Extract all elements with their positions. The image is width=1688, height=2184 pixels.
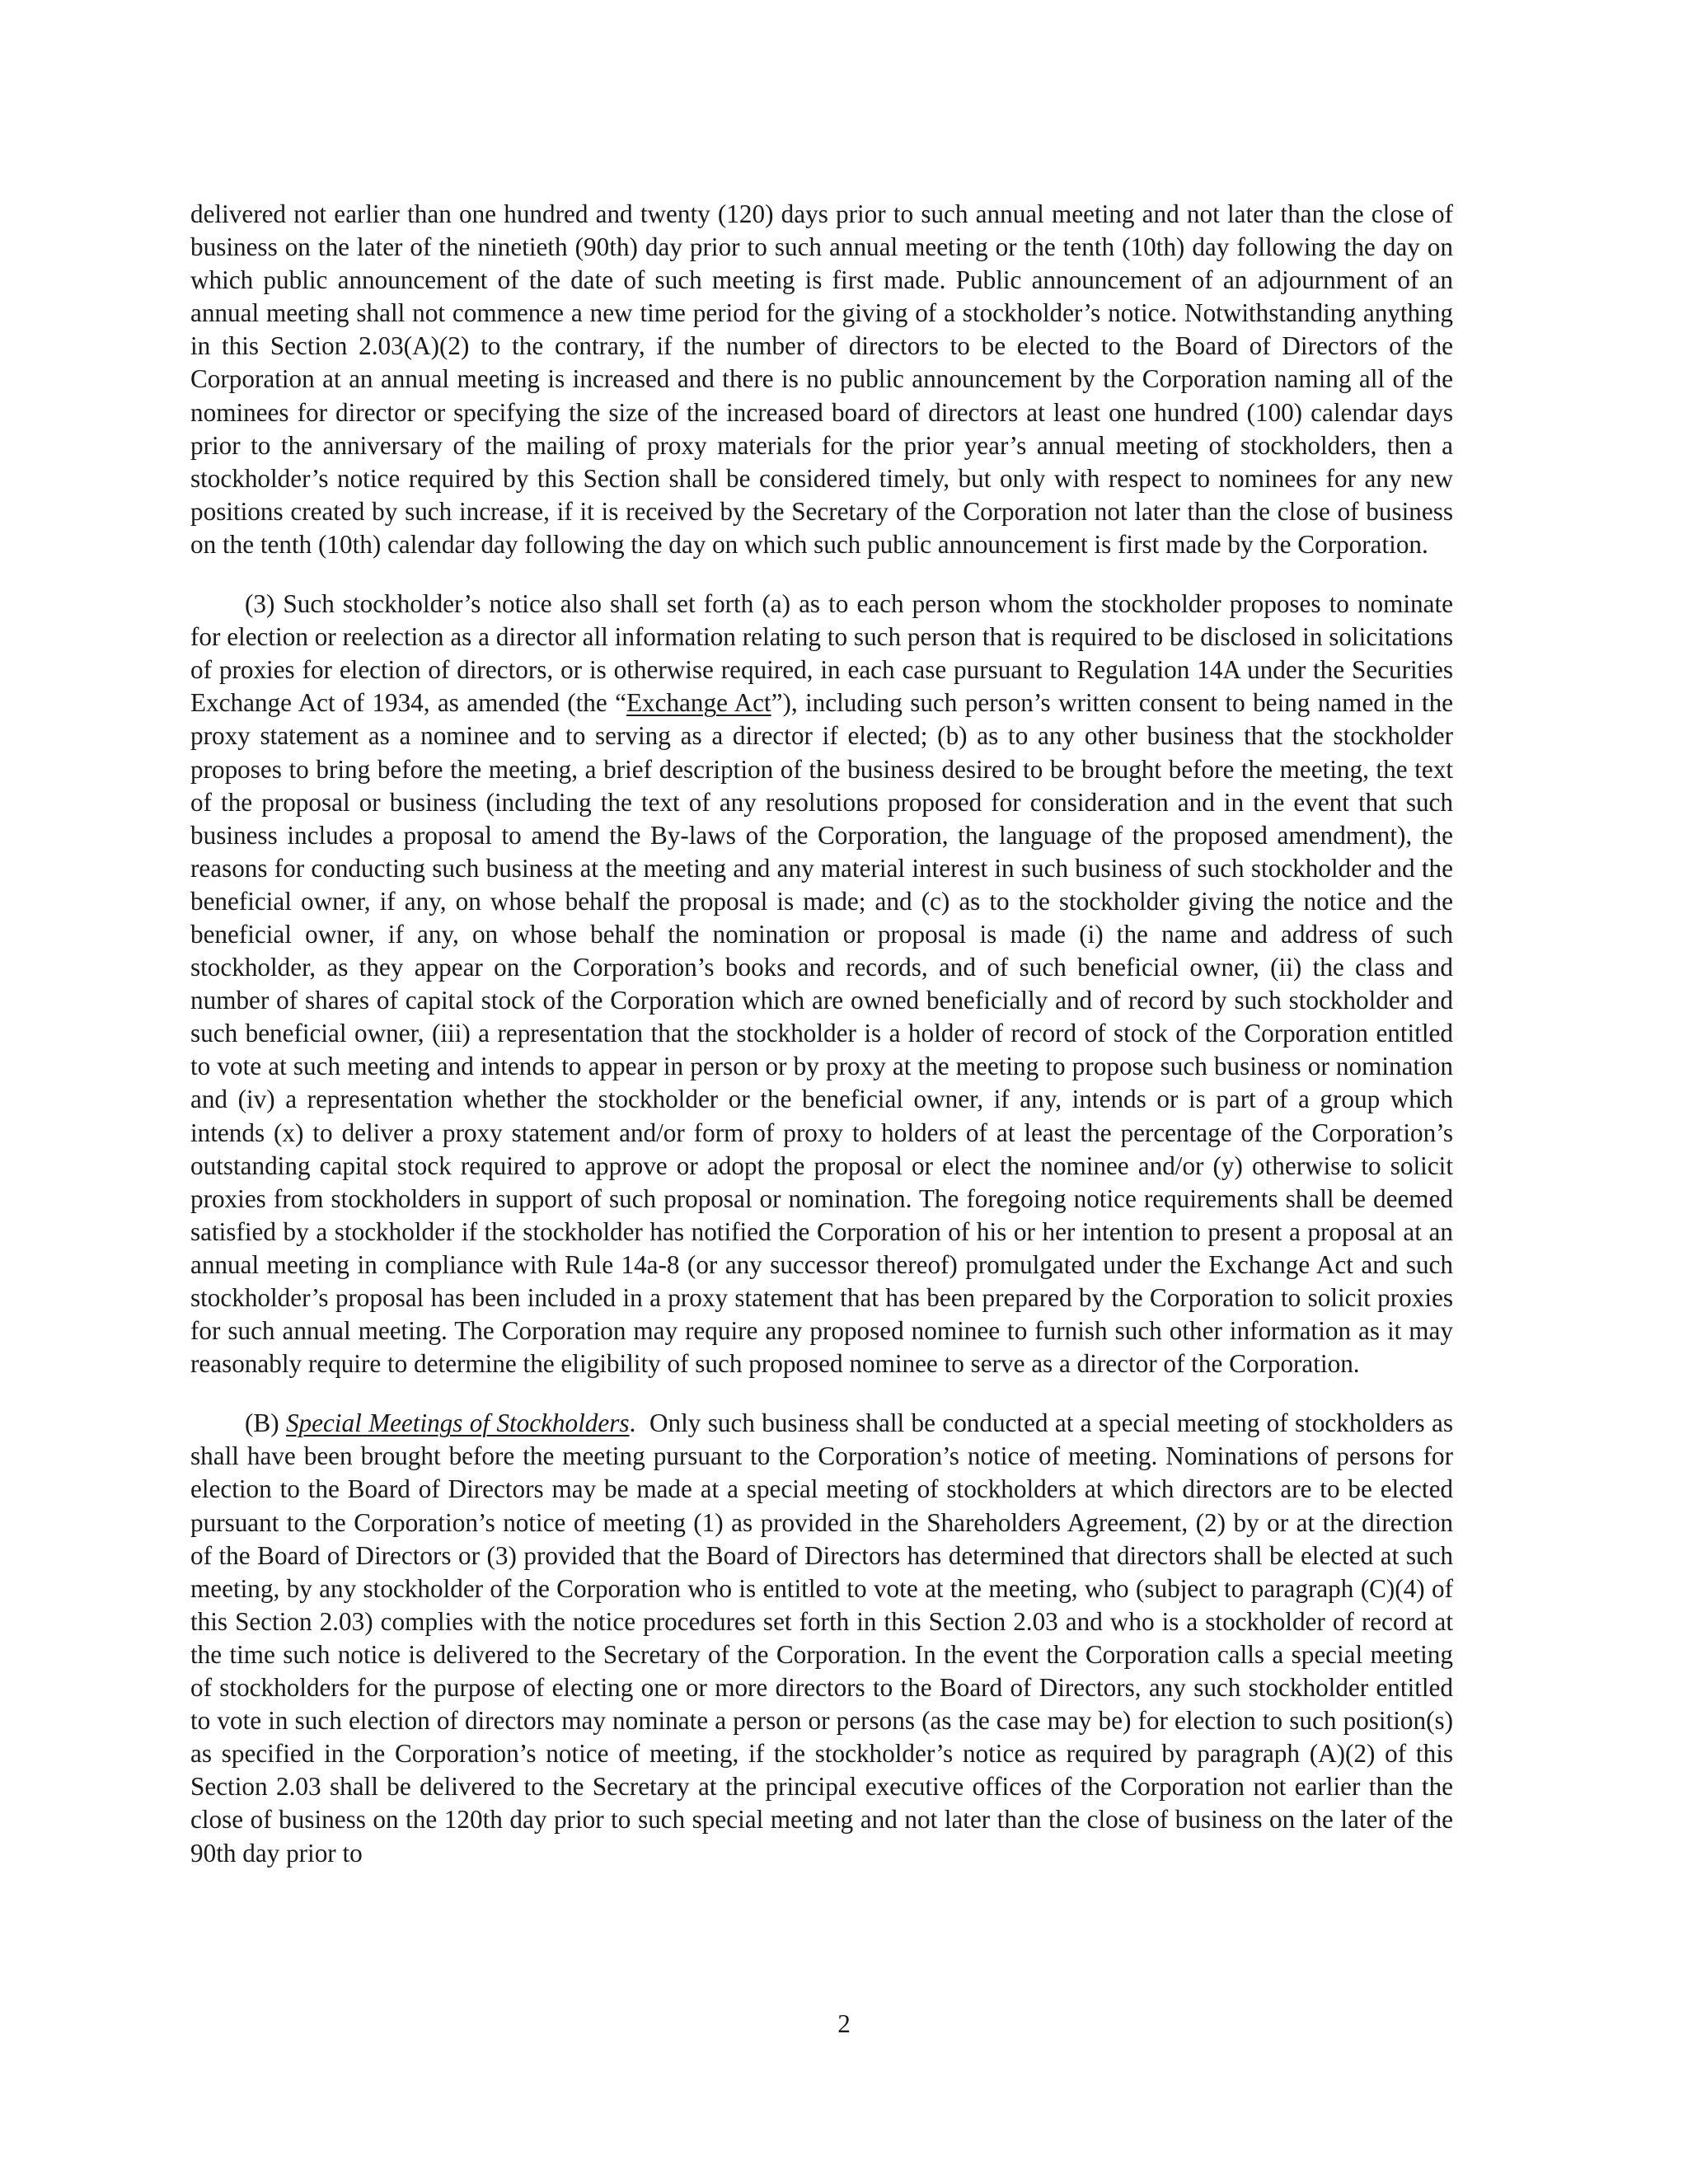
paragraph-text: ”), including such person’s written consent to being named in the proxy statement as a nominee and to serving as a director if elected; (b) as to any other business that the stockholder proposes to bring before the meeting, a brief description of the business desired to be brought before the meeting, the text of the proposal or business (including the text of any resolutions proposed for consideration and in the event that such business includes a proposal to amend the By-laws of the Corporation, the language of the proposed amendment), the reasons for conducting such business at the meeting and any material interest in such business of such stockholder and the beneficial owner, if any, on whose behalf the proposal is made; and (c) as to the stockholder giving the notice and the beneficial owner, if any, on whose behalf the nomination or proposal is made (i) the name and address of such stockholder, as they appear on the Corporation’s books and records, and of such beneficial owner, (ii) the class and number of shares of capital stock of the Corporation which are owned beneficially and of record by such stockholder and such beneficial owner, (iii) a representation that the stockholder is a holder of record of stock of the Corporation entitled to vote at such meeting and intends to appear in person or by proxy at the meeting to propose such business or nomination and (iv) a representation whether the stockholder or the beneficial owner, if any, intends or is part of a group which intends (x) to deliver a proxy statement and/or form of proxy to holders of at least the percentage of the Corporation’s outstanding capital stock required to approve or adopt the proposal or elect the nominee and/or (y) otherwise to solicit proxies from stockholders in support of such proposal or nomination. The foregoing notice requirements shall be deemed satisfied by a stockholder if the stockholder has notified the Corporation of his or her intention to present a proposal at an annual meeting in compliance with Rule 14a-8 (or any successor thereof) promulgated under the Exchange Act and such stockholder’s proposal has been included in a proxy statement that has been prepared by the Corporation to solicit proxies for such annual meeting. The Corporation may require any proposed nominee to furnish such other information as it may reasonably require to determine the eligibility of such proposed nominee to serve as a director of the Corporation. xyxy=(190,688,1454,1379)
paragraph-text: (3) Such stockholder’s notice also shall set forth (a) as to each person whom the stockholder proposes to nominate for election or reelection as a director all information relating to such person that is required to be disclosed in solicitations of proxies for election of directors, or is otherwise required, in each case pursuant to Regulation 14A under the Securities Exchange Act of 1934, as amended (the “ xyxy=(190,589,1453,718)
defined-term-exchange-act: Exchange Act xyxy=(626,688,771,718)
heading-period: . xyxy=(629,1408,636,1438)
paragraph-continuation: delivered not earlier than one hundred and twenty (120) days prior to such annual meeting and not later than the close of business on the later of the ninetieth (90th) day prior to such annual meeting or the tenth (10th) day following the day on which public announcement of the date of such meeting is first made. Public announcement of an adjournment of an annual meeting shall not commence a new time period for the giving of a stockholder’s notice. Notwithstanding anything in this Section 2.03(A)(2) to the contrary, if the number of directors to be elected to the Board of Directors of the Corporation at an annual meeting is increased and there is no public announcement by the Corporation naming all of the nominees for director or specifying the size of the increased board of directors at least one hundred (100) calendar days prior to the anniversary of the mailing of proxy materials for the prior year’s annual meeting of stockholders, then a stockholder’s notice required by this Section shall be considered timely, but only with respect to nominees for any new positions created by such increase, if it is received by the Secretary of the Corporation not later than the close of business on the tenth (10th) calendar day following the day on which such public announcement is first made by the Corporation. xyxy=(190,199,1453,559)
paragraph-3-notice-contents xyxy=(190,588,1453,1380)
paragraph-prefix: (B) xyxy=(245,1408,286,1438)
paragraph-text: Only such business shall be conducted at a special meeting of stockholders as shall have been brought before the meeting pursuant to the Corporation’s notice of meeting. Nominations of persons for election to the Board of Directors may be made at a special meeting of stockholders at which directors are to be elected pursuant to the Corporation’s notice of meeting (1) as provided in the Shareholders Agreement, (2) by or at the direction of the Board of Directors or (3) provided that the Board of Directors has determined that directors shall be elected at such meeting, by any stockholder of the Corporation who is entitled to vote at the meeting, who (subject to paragraph (C)(4) of this Section 2.03) complies with the notice procedures set forth in this Section 2.03 and who is a stockholder of record at the time such notice is delivered to the Secretary of the Corporation. In the event the Corporation calls a special meeting of stockholders for the purpose of electing one or more directors to the Board of Directors, any such stockholder entitled to vote in such election of directors may nominate a person or persons (as the case may be) for election to such position(s) as specified in the Corporation’s notice of meeting, if the stockholder’s notice as required by paragraph (A)(2) of this Section 2.03 shall be delivered to the Secretary at the principal executive offices of the Corporation not earlier than the close of business on the 120th day prior to such special meeting and not later than the close of business on the later of the 90th day prior to xyxy=(190,1408,1460,1868)
paragraph-b-special-meetings xyxy=(190,1407,1460,1869)
section-heading-special-meetings: Special Meetings of Stockholders xyxy=(285,1408,630,1438)
page-number: 2 xyxy=(837,2009,851,2038)
document-body xyxy=(190,198,1460,1896)
